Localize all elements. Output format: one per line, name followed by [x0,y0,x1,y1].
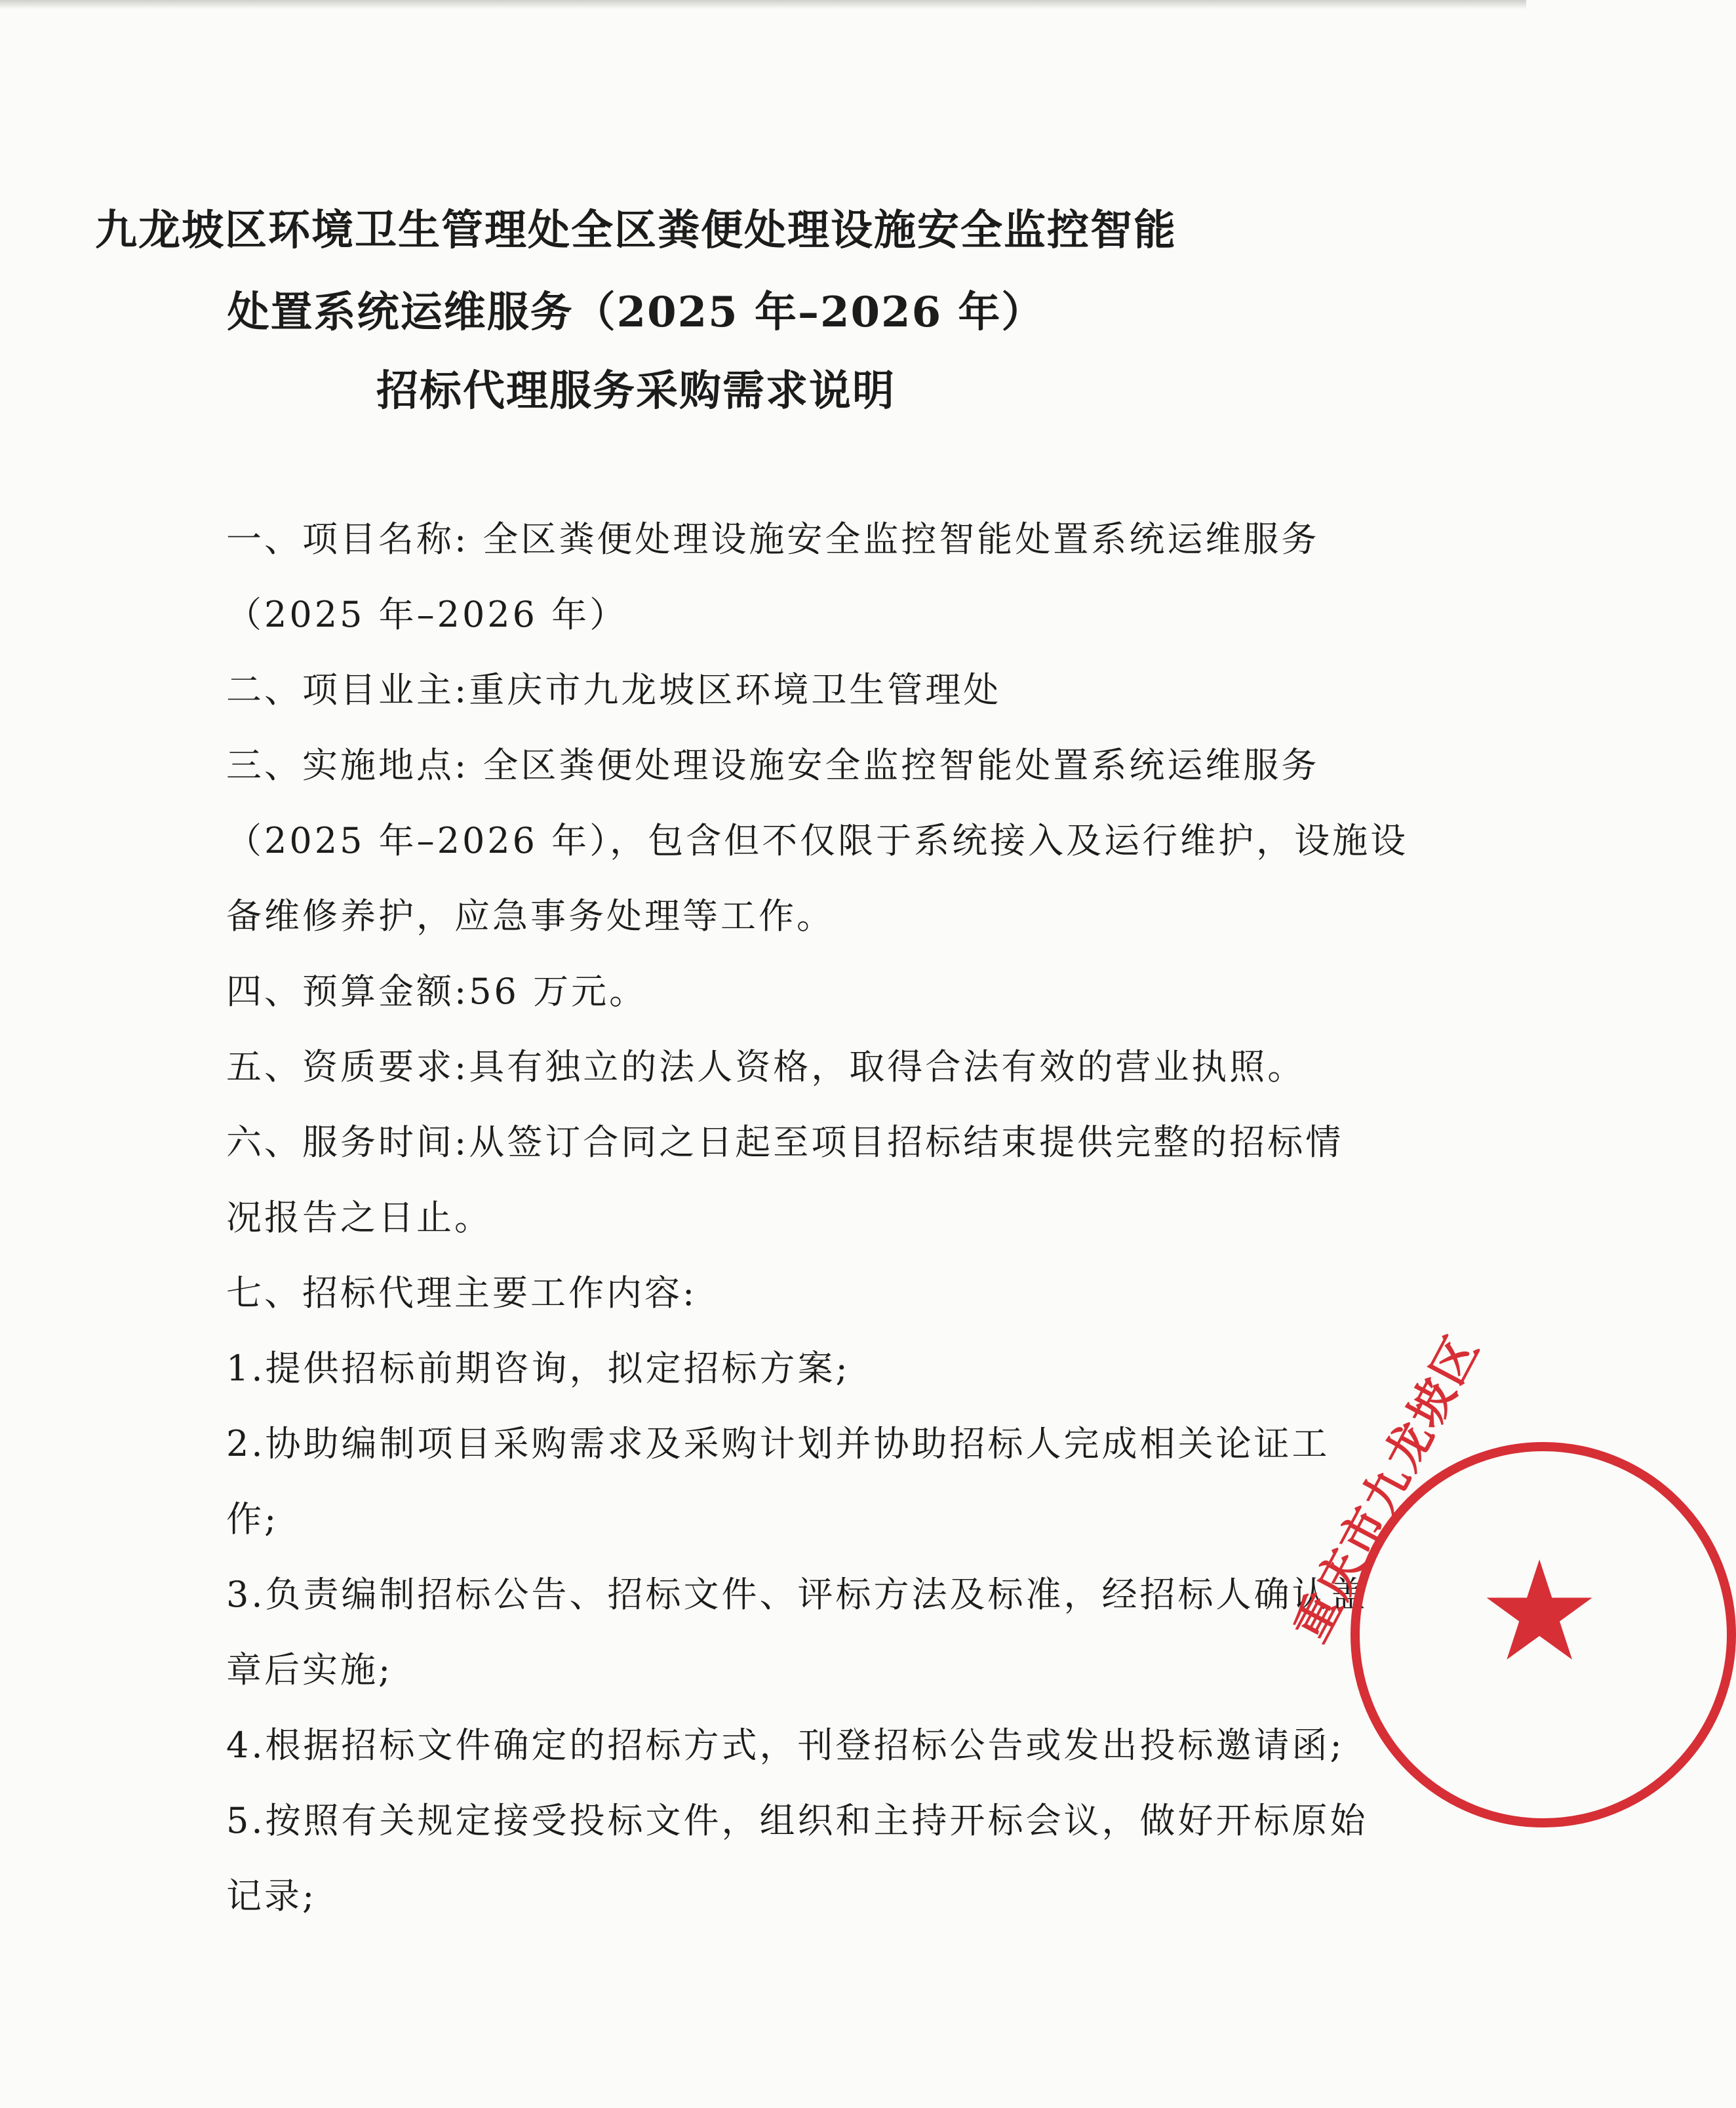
body-line: 4.根据招标文件确定的招标方式，刊登招标公告或发出投标邀请函; [226,1725,1345,1766]
body-line: 作; [226,1498,279,1540]
scan-top-edge [0,0,1526,9]
body-line: 况报告之日止。 [226,1197,492,1238]
body-line: 七、招标代理主要工作内容: [226,1272,698,1314]
body-line: 记录; [226,1875,317,1917]
body-line: 五、资质要求:具有独立的法人资格，取得合法有效的营业执照。 [226,1046,1306,1087]
document-title-line-1: 九龙坡区环境卫生管理处全区粪便处理设施安全监控智能 [95,206,1177,255]
body-line: 四、预算金额:56 万元。 [226,971,648,1012]
official-seal-stamp [1283,1325,1736,1827]
body-line: 5.按照有关规定接受投标文件，组织和主持开标会议，做好开标原始 [226,1800,1368,1841]
document-title-line-2: 处置系统运维服务（2025 年–2026 年） [227,288,1045,337]
body-line: 六、服务时间:从签订合同之日起至项目招标结束提供完整的招标情 [226,1122,1344,1163]
document-title-line-3: 招标代理服务采购需求说明 [376,366,896,416]
body-line: 2.协助编制项目采购需求及采购计划并协助招标人完成相关论证工 [226,1423,1330,1464]
body-line: 三、实施地点: 全区粪便处理设施安全监控智能处置系统运维服务 [226,745,1320,786]
body-line: 备维修养护，应急事务处理等工作。 [226,895,835,937]
body-line: 一、项目名称: 全区粪便处理设施安全监控智能处置系统运维服务 [226,518,1320,560]
body-line: （2025 年–2026 年），包含但不仅限于系统接入及运行维护，设施设 [226,820,1409,861]
body-line: 二、项目业主:重庆市九龙坡区环境卫生管理处 [226,669,1002,711]
seal-star-icon: ★ [1478,1531,1602,1692]
body-line: （2025 年–2026 年） [226,594,628,635]
body-line: 1.提供招标前期咨询，拟定招标方案; [226,1348,850,1389]
seal-text: 重庆市九龙坡区 [1283,1325,1491,1650]
body-line: 章后实施; [226,1649,393,1690]
body-line: 3.负责编制招标公告、招标文件、评标方法及标准，经招标人确认盖 [226,1574,1368,1615]
